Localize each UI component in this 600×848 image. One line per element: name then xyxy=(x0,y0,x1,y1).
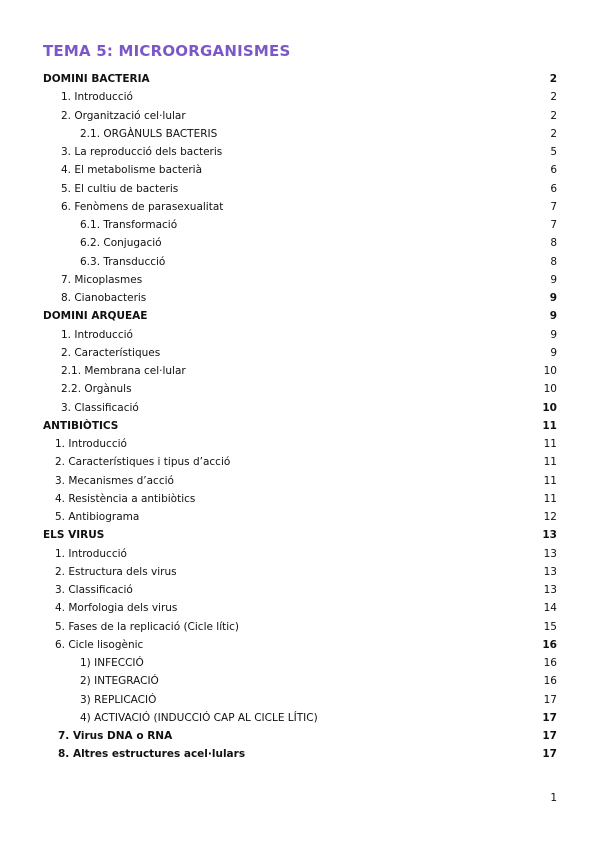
toc-entry[interactable] xyxy=(0,545,600,563)
toc-entry-label: 3. Mecanismes d’acció xyxy=(55,474,174,487)
toc-entry-label: 3. Classificació xyxy=(55,584,133,596)
toc-entry-page: 11 xyxy=(543,474,557,487)
toc-entry[interactable] xyxy=(0,143,600,161)
toc-entry-page: 14 xyxy=(543,602,557,615)
toc-entry-page: 11 xyxy=(542,419,557,432)
toc-entry-label: 2. Organització cel·lular xyxy=(61,109,186,122)
toc-entry[interactable] xyxy=(0,180,600,198)
toc-entry-page: 16 xyxy=(543,675,557,688)
toc-entry[interactable] xyxy=(0,691,600,709)
page-number: 1 xyxy=(550,792,557,804)
toc-entry-label: 5. Antibiograma xyxy=(55,511,140,523)
toc-section[interactable] xyxy=(0,526,600,544)
toc-entry[interactable] xyxy=(0,125,600,143)
toc-entry-label: ELS VIRUS xyxy=(43,529,105,542)
toc-entry-label: 6.1. Transformació xyxy=(80,219,178,231)
toc-entry-label: 2. Estructura dels virus xyxy=(55,565,177,578)
toc-entry-label: 8. Cianobacteris xyxy=(61,292,147,304)
toc-entry[interactable] xyxy=(0,161,600,179)
toc-entry-label: 2. Característiques i tipus d’acció xyxy=(55,456,231,469)
toc-entry-page: 10 xyxy=(542,401,557,414)
toc-entry-label: 2. Característiques xyxy=(61,346,161,359)
toc-entry[interactable] xyxy=(0,654,600,672)
toc-entry-label: 2) INTEGRACIÓ xyxy=(80,675,159,688)
toc-entry[interactable] xyxy=(0,472,600,490)
toc-entry-label: 4. Morfologia dels virus xyxy=(55,602,178,615)
toc-entry[interactable] xyxy=(0,453,600,471)
toc-entry[interactable] xyxy=(0,490,600,508)
toc-entry-label: 1. Introducció xyxy=(61,328,133,341)
toc-entry[interactable] xyxy=(0,253,600,271)
toc-entry-page: 8 xyxy=(550,237,557,250)
toc-entry-page: 6 xyxy=(550,164,557,177)
toc-entry-page: 15 xyxy=(543,620,557,633)
toc-entry-label: 6. Cicle lisogènic xyxy=(55,638,144,651)
toc-entry-label: 3) REPLICACIÓ xyxy=(80,693,157,706)
toc-entry-label: DOMINI BACTERIA xyxy=(43,73,150,85)
toc-entry-label: 4. El metabolisme bacterià xyxy=(61,164,203,177)
toc-entry-page: 12 xyxy=(543,511,557,523)
document-title: TEMA 5: MICROORGANISMES xyxy=(43,42,291,60)
toc-entry[interactable] xyxy=(0,198,600,216)
toc-entry-label: ANTIBIÒTICS xyxy=(43,419,119,432)
toc-entry-page: 11 xyxy=(543,438,557,450)
toc-entry-label: 7. Micoplasmes xyxy=(61,273,143,286)
toc-entry[interactable] xyxy=(0,618,600,636)
toc-entry-page: 11 xyxy=(543,456,557,469)
toc-entry[interactable] xyxy=(0,380,600,398)
toc-entry[interactable] xyxy=(0,271,600,289)
toc-entry-label: DOMINI ARQUEAE xyxy=(43,310,148,323)
toc-entry-label: 3. Classificació xyxy=(61,401,139,414)
toc-entry-label: 6.2. Conjugació xyxy=(80,237,162,250)
toc-entry[interactable] xyxy=(0,362,600,380)
toc-entry-page: 8 xyxy=(550,255,557,268)
toc-entry-page: 13 xyxy=(542,529,557,542)
toc-entry[interactable] xyxy=(0,563,600,581)
toc-entry-label: 4. Resistència a antibiòtics xyxy=(55,492,196,505)
toc-entry-label: 1. Introducció xyxy=(55,438,127,450)
toc-entry[interactable] xyxy=(0,216,600,234)
toc-entry[interactable] xyxy=(0,289,600,307)
toc-entry-page: 10 xyxy=(543,365,557,377)
toc-entry-page: 7 xyxy=(550,219,557,231)
toc-entry-label: 2.1. ORGÀNULS BACTERIS xyxy=(80,127,218,140)
toc-entry[interactable] xyxy=(0,508,600,526)
toc-entry-page: 17 xyxy=(542,730,557,742)
toc-entry-page: 16 xyxy=(543,657,557,669)
toc-entry-page: 2 xyxy=(549,73,557,85)
toc-entry-page: 13 xyxy=(543,547,557,560)
toc-entry[interactable] xyxy=(0,107,600,125)
toc-section[interactable] xyxy=(0,70,600,88)
toc-entry-page: 9 xyxy=(550,328,557,341)
toc-entry[interactable] xyxy=(0,344,600,362)
toc-entry-page: 17 xyxy=(543,693,557,706)
toc-entry-page: 9 xyxy=(550,273,557,286)
toc-entry[interactable] xyxy=(0,435,600,453)
toc-entry-page: 17 xyxy=(542,748,557,761)
toc-entry-page: 10 xyxy=(543,383,557,396)
toc-entry-page: 2 xyxy=(550,127,557,140)
toc-entry-page: 5 xyxy=(550,146,557,158)
toc-entry[interactable] xyxy=(0,636,600,654)
toc-entry-label: 4) ACTIVACIÓ (INDUCCIÓ CAP AL CICLE LÍTIC) xyxy=(80,711,318,724)
toc-entry-page: 6 xyxy=(550,182,557,195)
toc-entry-page: 2 xyxy=(550,91,557,104)
toc-entry-page: 7 xyxy=(550,200,557,213)
toc-entry[interactable] xyxy=(0,672,600,690)
toc-entry-label: 1. Introducció xyxy=(55,547,127,560)
toc-entry-page: 11 xyxy=(543,492,557,505)
toc-entry[interactable] xyxy=(0,727,600,745)
toc-section[interactable] xyxy=(0,307,600,325)
toc-entry[interactable] xyxy=(0,234,600,252)
toc-entry-label: 2.1. Membrana cel·lular xyxy=(61,365,186,377)
toc-section[interactable] xyxy=(0,417,600,435)
toc-entry-page: 9 xyxy=(550,346,557,359)
toc-entry[interactable] xyxy=(0,709,600,727)
toc-entry-label: 5. Fases de la replicació (Cicle lític) xyxy=(55,620,240,633)
toc-entry-label: 6.3. Transducció xyxy=(80,255,166,268)
toc-entry-page: 9 xyxy=(549,292,557,304)
toc-entry[interactable] xyxy=(0,599,600,617)
toc-entry-label: 7. Virus DNA o RNA xyxy=(58,730,173,742)
toc-entry-label: 6. Fenòmens de parasexualitat xyxy=(61,200,224,213)
toc-entry-label: 1) INFECCIÓ xyxy=(80,657,144,669)
toc-entry-page: 2 xyxy=(550,109,557,122)
toc-entry-page: 13 xyxy=(543,565,557,578)
toc-entry-page: 13 xyxy=(543,584,557,596)
toc-entry-label: 1. Introducció xyxy=(61,91,133,104)
toc-entry-page: 9 xyxy=(549,310,557,323)
toc-entry[interactable] xyxy=(0,581,600,599)
toc-entry[interactable] xyxy=(0,88,600,106)
toc-entry-page: 17 xyxy=(542,711,557,724)
toc-entry[interactable] xyxy=(0,399,600,417)
toc-entry[interactable] xyxy=(0,745,600,763)
toc-entry[interactable] xyxy=(0,326,600,344)
toc-entry-label: 2.2. Orgànuls xyxy=(61,383,132,396)
toc-entry-page: 16 xyxy=(542,638,557,651)
toc-entry-label: 3. La reproducció dels bacteris xyxy=(61,146,223,158)
toc-entry-label: 8. Altres estructures acel·lulars xyxy=(58,748,246,761)
toc-entry-label: 5. El cultiu de bacteris xyxy=(61,182,179,195)
